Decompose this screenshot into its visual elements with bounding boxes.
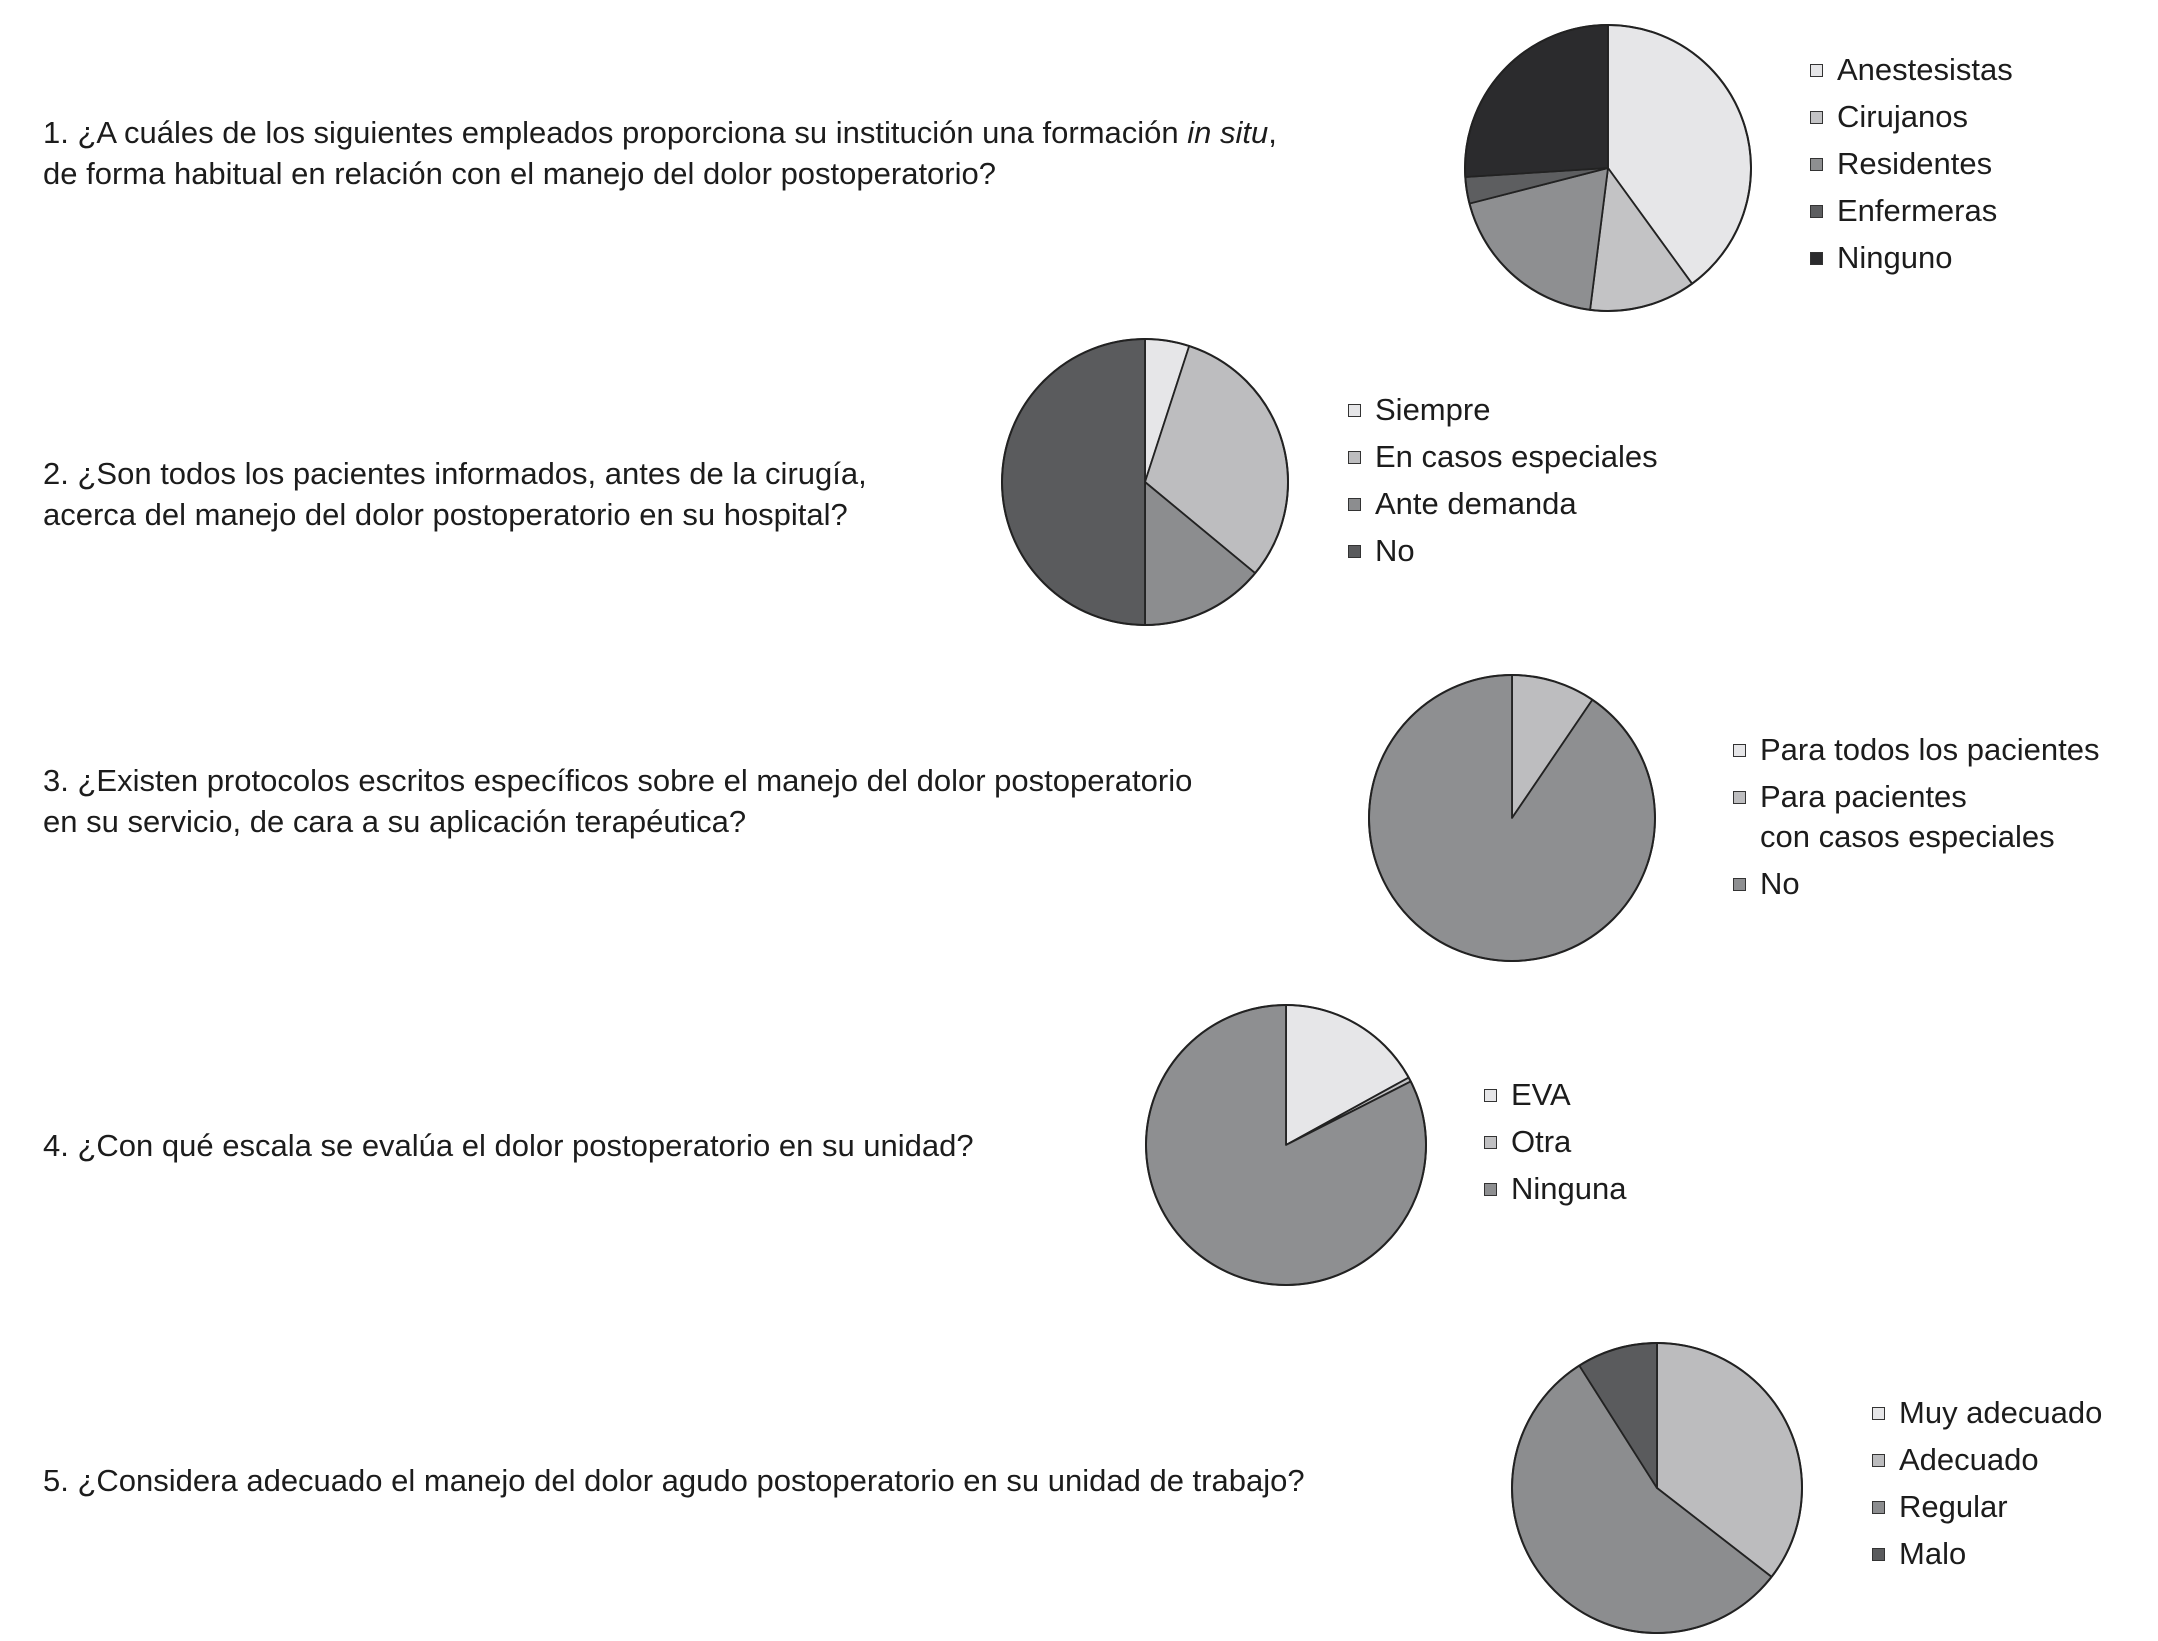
question-1-line-1 <box>43 112 1277 153</box>
question-4-line-1 <box>43 1125 974 1166</box>
legend-label: Residentes <box>1837 146 1993 181</box>
legend-swatch <box>1348 404 1361 417</box>
question-5-text: ¿Considera adecuado el manejo del dolor agudo postoperatorio en su unidad de trabajo? <box>77 1463 1305 1498</box>
question-2-line-2: acerca del manejo del dolor postoperatorio en su hospital? <box>43 497 848 532</box>
pie-chart-1 <box>1458 18 1758 318</box>
legend-label-line-2: con casos especiales <box>1760 819 2055 854</box>
question-3 <box>43 760 1192 842</box>
pie-chart-3 <box>1362 668 1662 968</box>
question-1-italic-text: in situ <box>1187 115 1269 150</box>
legend-label: Ninguno <box>1837 240 1953 275</box>
question-4-text: ¿Con qué escala se evalúa el dolor postoperatorio en su unidad? <box>77 1128 974 1163</box>
question-5-line-1 <box>43 1460 1305 1501</box>
legend-chart-1 <box>1810 50 2013 285</box>
legend-label: Para todos los pacientes <box>1760 732 2100 767</box>
question-2-number: 2. <box>43 456 69 491</box>
legend-item-otra <box>1484 1122 1626 1162</box>
legend-swatch <box>1484 1089 1497 1102</box>
legend-item-para-todos-los-pacientes <box>1733 730 2100 770</box>
legend-swatch <box>1733 791 1746 804</box>
legend-label: Ninguna <box>1511 1171 1627 1206</box>
legend-chart-4 <box>1484 1075 1626 1216</box>
question-2-line-1 <box>43 453 867 494</box>
legend-label: Ante demanda <box>1375 486 1577 521</box>
legend-label: Otra <box>1511 1124 1572 1159</box>
legend-label: No <box>1375 533 1415 568</box>
legend-swatch <box>1810 158 1823 171</box>
legend-swatch <box>1484 1183 1497 1196</box>
legend-label-line-1: Para pacientes <box>1760 779 1967 814</box>
legend-chart-2 <box>1348 390 1658 578</box>
question-2 <box>43 453 867 535</box>
question-1 <box>43 112 1277 194</box>
legend-item-anestesistas <box>1810 50 2013 90</box>
question-1-number: 1. <box>43 115 69 150</box>
legend-swatch <box>1810 111 1823 124</box>
legend-swatch <box>1348 451 1361 464</box>
legend-label: Anestesistas <box>1837 52 2013 87</box>
legend-swatch <box>1810 252 1823 265</box>
legend-item-regular <box>1872 1487 2102 1527</box>
legend-swatch <box>1872 1501 1885 1514</box>
pie-chart-2 <box>995 332 1295 632</box>
legend-chart-3 <box>1733 730 2100 911</box>
legend-label: Regular <box>1899 1489 2008 1524</box>
pie-chart-4 <box>1136 995 1436 1295</box>
legend-label: Enfermeras <box>1837 193 1998 228</box>
question-3-line-2: en su servicio, de cara a su aplicación terapéutica? <box>43 804 747 839</box>
legend-chart-5 <box>1872 1393 2102 1581</box>
question-3-line-1 <box>43 760 1192 801</box>
question-5-number: 5. <box>43 1463 69 1498</box>
legend-swatch <box>1872 1407 1885 1420</box>
legend-label: Siempre <box>1375 392 1491 427</box>
legend-item-adecuado <box>1872 1440 2102 1480</box>
legend-swatch <box>1810 205 1823 218</box>
legend-item-ninguna <box>1484 1169 1626 1209</box>
legend-swatch <box>1733 744 1746 757</box>
legend-item-ninguno <box>1810 238 2013 278</box>
pie-slice-ninguno <box>1465 25 1608 177</box>
legend-label: Malo <box>1899 1536 1967 1571</box>
pie-chart-5 <box>1507 1338 1807 1638</box>
question-5 <box>43 1460 1305 1501</box>
legend-item-muy-adecuado <box>1872 1393 2102 1433</box>
legend-label <box>1760 777 2055 857</box>
question-2-text: ¿Son todos los pacientes informados, antes de la cirugía, <box>77 456 867 491</box>
legend-item-cirujanos <box>1810 97 2013 137</box>
legend-item-malo <box>1872 1534 2102 1574</box>
legend-swatch <box>1810 64 1823 77</box>
legend-item-ante-demanda <box>1348 484 1658 524</box>
legend-label: Cirujanos <box>1837 99 1968 134</box>
question-4 <box>43 1125 974 1166</box>
legend-swatch <box>1733 878 1746 891</box>
legend-item-eva <box>1484 1075 1626 1115</box>
legend-item-no <box>1348 531 1658 571</box>
legend-swatch <box>1872 1454 1885 1467</box>
legend-swatch <box>1348 545 1361 558</box>
question-4-number: 4. <box>43 1128 69 1163</box>
legend-item-residentes <box>1810 144 2013 184</box>
question-1-text-end: , <box>1268 115 1277 150</box>
legend-item-para-pacientes-con-casos-especiales <box>1733 777 2100 857</box>
legend-swatch <box>1348 498 1361 511</box>
legend-swatch <box>1484 1136 1497 1149</box>
legend-swatch <box>1872 1548 1885 1561</box>
legend-label: No <box>1760 866 1800 901</box>
legend-label: Adecuado <box>1899 1442 2039 1477</box>
pie-slice-no <box>1369 675 1655 961</box>
question-1-text: ¿A cuáles de los siguientes empleados proporciona su institución una formación <box>77 115 1188 150</box>
question-3-number: 3. <box>43 763 69 798</box>
legend-label: En casos especiales <box>1375 439 1658 474</box>
legend-item-no <box>1733 864 2100 904</box>
pie-slice-no <box>1002 339 1145 625</box>
legend-item-siempre <box>1348 390 1658 430</box>
legend-label: EVA <box>1511 1077 1571 1112</box>
question-1-line-2: de forma habitual en relación con el manejo del dolor postoperatorio? <box>43 156 996 191</box>
legend-item-en-casos-especiales <box>1348 437 1658 477</box>
legend-label: Muy adecuado <box>1899 1395 2103 1430</box>
legend-item-enfermeras <box>1810 191 2013 231</box>
question-3-text: ¿Existen protocolos escritos específicos sobre el manejo del dolor postoperatorio <box>77 763 1193 798</box>
